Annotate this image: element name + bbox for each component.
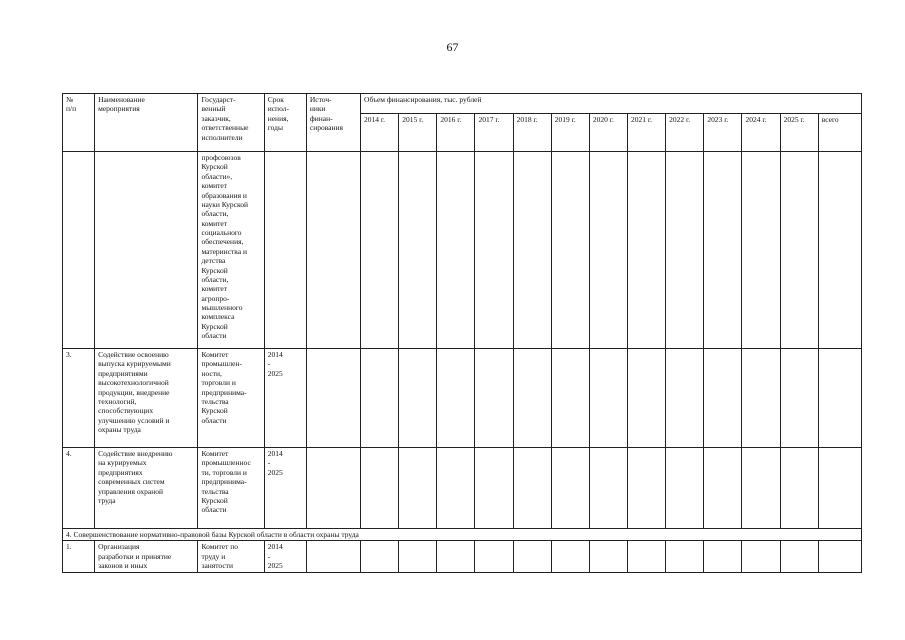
section-title: 4. Совершенствование нормативно-правовой базы Курской области в области охраны труда <box>63 529 862 541</box>
page-number: 67 <box>446 40 459 54</box>
cell-value <box>628 541 666 572</box>
cell-value <box>666 448 704 529</box>
cell-value <box>666 152 704 349</box>
cell-sources <box>306 152 360 349</box>
cell-value <box>666 349 704 448</box>
cell-value <box>437 448 475 529</box>
cell-name: Содействие освоению выпуска курируемыми предприятиями высокотехнологичной продукции, внедрение технологий, способствующих улучшению условий и охраны труда <box>95 349 198 448</box>
cell-sources <box>306 349 360 448</box>
cell-name <box>95 152 198 349</box>
cell-term <box>264 152 306 349</box>
cell-customer: Комитет промышлен- ности, торговли и предпринима- тельства Курской области <box>198 349 264 448</box>
header-funding: Объем финансирования, тыс. рублей <box>361 94 862 114</box>
cell-value <box>742 152 780 349</box>
cell-num: 3. <box>63 349 95 448</box>
cell-value <box>513 349 551 448</box>
cell-value <box>361 152 399 349</box>
cell-value <box>780 152 818 349</box>
header-year: 2018 г. <box>513 114 551 152</box>
header-year: 2020 г. <box>589 114 627 152</box>
cell-value <box>628 448 666 529</box>
cell-name: Содействие внедрению на курируемых предприятиях современных систем управления охраной труда <box>95 448 198 529</box>
cell-customer: Комитет по труду и занятости <box>198 541 264 572</box>
cell-value <box>818 541 861 572</box>
cell-value <box>475 541 513 572</box>
cell-term: 2014 - 2025 <box>264 541 306 572</box>
header-customer: Государст- венный заказчик, ответственные исполнители <box>198 94 264 152</box>
cell-customer: профсоюзов Курской области», комитет образования и науки Курской области, комитет социального обеспечения, материнства и детства Курской области, комитет агропро- мышленного комплекса Курской области <box>198 152 264 349</box>
header-term: Срок испол- нения, годы <box>264 94 306 152</box>
cell-value <box>780 448 818 529</box>
cell-value <box>475 448 513 529</box>
header-row-1 <box>63 94 862 114</box>
header-total: всего <box>818 114 861 152</box>
header-year: 2023 г. <box>704 114 742 152</box>
cell-value <box>780 349 818 448</box>
header-year: 2015 г. <box>399 114 437 152</box>
cell-value <box>742 349 780 448</box>
header-year: 2021 г. <box>628 114 666 152</box>
cell-value <box>780 541 818 572</box>
cell-value <box>818 349 861 448</box>
header-year: 2014 г. <box>361 114 399 152</box>
cell-value <box>513 152 551 349</box>
cell-value <box>628 152 666 349</box>
cell-value <box>589 448 627 529</box>
header-year: 2024 г. <box>742 114 780 152</box>
header-year: 2016 г. <box>437 114 475 152</box>
cell-value <box>437 152 475 349</box>
table-row <box>63 349 862 448</box>
table-row <box>63 152 862 349</box>
cell-value <box>742 541 780 572</box>
cell-value <box>589 152 627 349</box>
cell-value <box>589 349 627 448</box>
table-row <box>63 541 862 572</box>
cell-value <box>399 152 437 349</box>
cell-value <box>399 541 437 572</box>
cell-value <box>437 541 475 572</box>
cell-term: 2014 - 2025 <box>264 448 306 529</box>
cell-sources <box>306 448 360 529</box>
cell-value <box>742 448 780 529</box>
cell-value <box>513 541 551 572</box>
cell-value <box>818 152 861 349</box>
cell-value <box>704 349 742 448</box>
section-row <box>63 529 862 541</box>
table-row <box>63 448 862 529</box>
cell-value <box>704 541 742 572</box>
header-name: Наименование мероприятия <box>95 94 198 152</box>
cell-term: 2014 - 2025 <box>264 349 306 448</box>
header-year: 2022 г. <box>666 114 704 152</box>
cell-value <box>399 448 437 529</box>
cell-num: 4. <box>63 448 95 529</box>
cell-value <box>475 152 513 349</box>
header-num: № п/п <box>63 94 95 152</box>
cell-value <box>551 448 589 529</box>
cell-value <box>475 349 513 448</box>
header-year: 2025 г. <box>780 114 818 152</box>
cell-value <box>361 448 399 529</box>
header-year: 2017 г. <box>475 114 513 152</box>
cell-num: 1. <box>63 541 95 572</box>
cell-value <box>551 541 589 572</box>
cell-value <box>704 448 742 529</box>
cell-name: Организация разработки и принятие законов и иных <box>95 541 198 572</box>
cell-value <box>399 349 437 448</box>
cell-customer: Комитет промышленнос ти, торговли и предпринима- тельства Курской области <box>198 448 264 529</box>
measures-table <box>62 93 862 573</box>
cell-num <box>63 152 95 349</box>
cell-value <box>551 152 589 349</box>
cell-value <box>666 541 704 572</box>
header-year: 2019 г. <box>551 114 589 152</box>
cell-sources <box>306 541 360 572</box>
cell-value <box>704 152 742 349</box>
cell-value <box>361 541 399 572</box>
header-sources: Источ- ники финан- сирования <box>306 94 360 152</box>
cell-value <box>437 349 475 448</box>
cell-value <box>589 541 627 572</box>
cell-value <box>513 448 551 529</box>
cell-value <box>628 349 666 448</box>
cell-value <box>818 448 861 529</box>
cell-value <box>551 349 589 448</box>
cell-value <box>361 349 399 448</box>
